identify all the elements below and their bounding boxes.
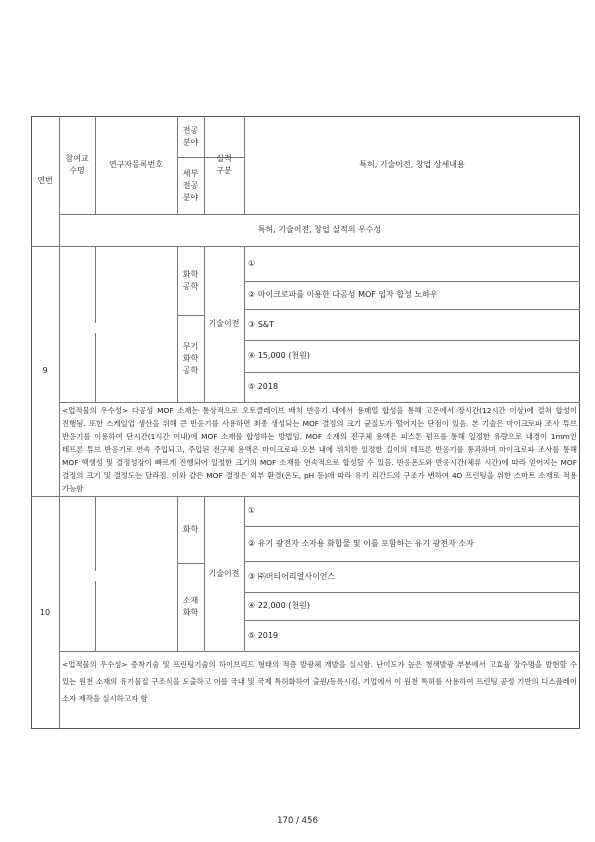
excellence-text: <업적물의 우수성> 증착기술 및 프린팅기술의 하이브리드 형태의 적층 발광체 개발을 실시함. 난이도가 높은 청색발광 부분에서 고효율 장수명을 발현할 수 있는 원천 소재의 유기물질 구조식을 도출하고 이를 국내 및 국제 특허화하여 출원/등록시킴. 기업에서 이 원천 특허를 사용하여 프린팅 공정 기반의 디스플레이 소자 제작을 실시하고자 함: [62, 660, 577, 703]
detail-item: ② 마이크로파를 이용한 다공성 MOF 입자 합성 노하우: [248, 290, 438, 299]
detail-item: ⑤ 2019: [248, 630, 279, 640]
header-researcher-id: 연구자등록번호: [108, 160, 164, 169]
header-excellence: 특허, 기술이전, 창업 실적의 우수성: [257, 225, 382, 234]
detail-item: ④ 15,000 (천원): [248, 351, 310, 360]
detail-item: ② 유기 광전자 소자용 화합물 및 이를 포함하는 유기 광전자 소자: [248, 538, 474, 548]
header-detail: 특허, 기술이전, 창업 상세내용: [359, 160, 465, 169]
header-no: 연번: [37, 176, 53, 185]
row-no: 10: [39, 607, 51, 617]
row-type: 기술이전: [208, 568, 240, 578]
header-major: 전공분야: [182, 125, 199, 147]
detail-item: ⑤ 2018: [248, 382, 279, 391]
row-no: 9: [42, 366, 48, 375]
redaction-mask: [92, 323, 100, 333]
row-major: 화학공학: [182, 269, 199, 291]
header-participant: 참여교수명: [65, 154, 89, 175]
detail-item: ③ S&T: [248, 319, 274, 329]
page-number: 170 / 456: [277, 816, 318, 826]
excellence-text: <업적물의 우수성> 다공성 MOF 소재는 통상적으로 오토클레이브 배치 반응기 내에서 용매열 합성을 통해 고온에서 장시간(12시간 이상)에 걸쳐 합성이 진행됨. 또한 스케일업 생산을 위해 큰 반응기를 사용하면 최종 생성되는 MOF 결정의 크기 균질도가 떨어지는 단점이 있음. 본 기술은 마이크로파 조사 튜브 반응기를 이용하여 단시간(1시간 이내)에 MOF 소재를 합성하는 방법임. MOF 소재의 전구체 용액은 피스톤 펌프를 통해 일정한 유량으로 내경이 1mm인 테프론 튜브 반응기로 연속 주입되고, 주입된 전구체 용액은 마이크로파 오븐 내에 위치한 일정한 길이의 테프론 반응기를 통과하며 마이크로파 조사를 통해 MOF 핵생성 및 결정성장이 빠르게 진행되어 일정한 크기의 MOF 소재를 연속적으로 합성할 수 있음. 반응온도와 반응시간(체류 시간)에 따라 얻어지는 MOF 결정의 크기 및 결정도는 달라짐. 이와 같은 MOF 결정은 외부 환경(온도, pH 등)에 따라 유기 리간드의 구조가 변하여 4D 프린팅을 위한 스마트 소재로 적용 가능함: [62, 406, 577, 493]
detail-item: ①: [248, 258, 256, 268]
detail-item: ④ 22,000 (천원): [248, 601, 310, 610]
header-type: 실적구분: [216, 154, 232, 175]
header-detail-major: 세부전공분야: [182, 168, 199, 202]
grid-line: [59, 402, 580, 403]
detail-item: ③ ㈜머티어리얼사이언스: [248, 571, 336, 581]
row-detail-major: 소재화학: [182, 596, 199, 617]
grid-line: [59, 651, 580, 652]
row-detail-major: 무기화학공학: [182, 341, 199, 375]
detail-item: ①: [248, 506, 256, 515]
row-major: 화학: [182, 524, 199, 534]
row-type: 기술이전: [208, 319, 240, 328]
redaction-mask: [92, 571, 100, 581]
